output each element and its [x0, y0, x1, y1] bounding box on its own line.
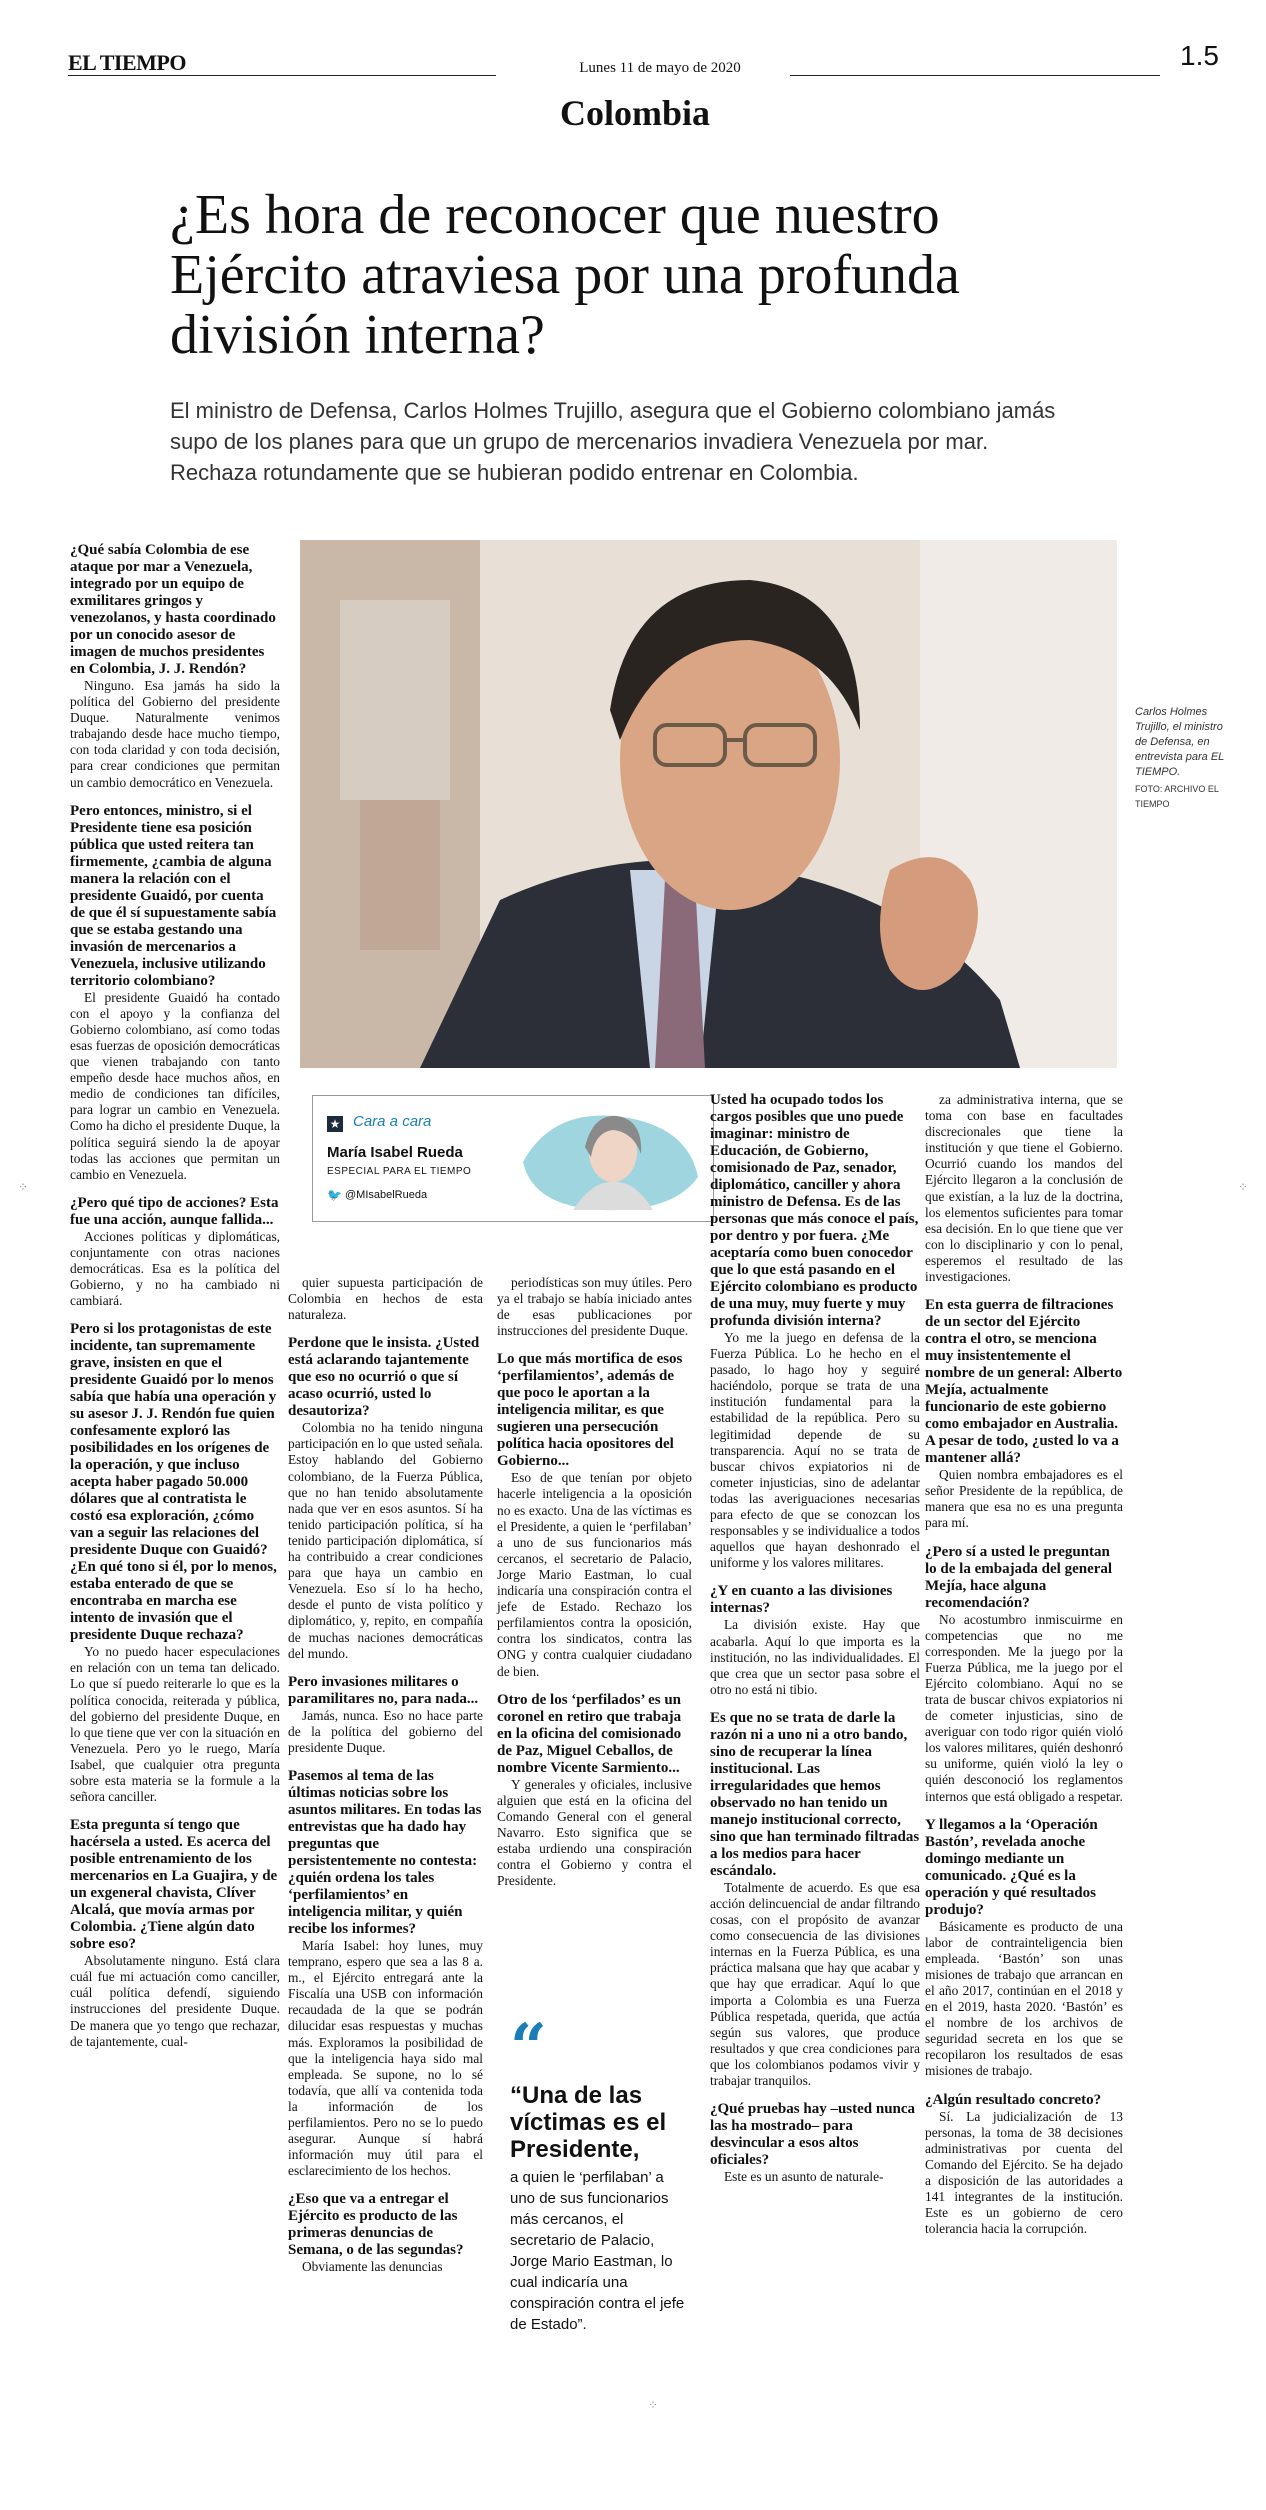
interview-answer: periodísticas son muy útiles. Pero ya el trabajo se había iniciado antes de esas publicaciones por instrucciones del presidente Duque.: [497, 1275, 692, 1339]
interview-answer: Quien nombra embajadores es el señor Presidente de la república, de manera que esa no es una pregunta para mí.: [925, 1467, 1123, 1531]
interview-question: Pasemos al tema de las últimas noticias sobre los asuntos militares. En todas las entrevistas que ha dado hay preguntas que persistentemente no contesta: ¿quién ordena los tales ‘perfilamientos’ en inteligencia militar, y quién recibe los informes?: [288, 1767, 482, 1937]
interview-question: ¿Algún resultado concreto?: [925, 2091, 1102, 2108]
interview-answer: El presidente Guaidó ha contado con el apoyo y la confianza del Gobierno colombiano, así como todas esas fuerzas de oposición democráticas que vienen trabajando con tanto empeño desde hace muchos años, en medio de condiciones tan difíciles, para lograr un cambio en Venezuela. Como ha dicho el presidente Duque, la política seguirá siendo la de apoyar todas las acciones que permitan un cambio en Venezuela.: [70, 989, 280, 1182]
interview-answer: Básicamente es producto de una labor de contrainteligencia bien empleada. ‘Bastón’ son unas misiones de trabajo que arrancan en el año 2017, continúan en el 2018 y en el 2019, hasta 2020. ‘Bastón’ es el nombre de los archivos de seguridad secreta en los que se recopilaron los resultados de esas misiones de trabajo.: [925, 1918, 1123, 2079]
interview-answer: No acostumbro inmiscuirme en competencias que no me corresponden. Me la juego por la Fuerza Pública, me la juego por el Ejército colombiano. Aquí no se trata de buscar chivos expiatorios ni de cometer injusticias, sino de averiguar con todo rigor quién violó los valores militares, quién deshonró su uniforme, quién violó la ley o quién desconoció los reglamentos internos que está obligado a respetar.: [925, 1611, 1123, 1804]
interview-answer: za administrativa interna, que se toma con base en facultades discrecionales que tiene la institución y que tiene el Gobierno. Ocurrió cuando los mandos del Ejército llegaron a la conclusión de que existían, a la luz de la doctrina, los elementos suficientes para tomar esa decisión. En lo que tiene que ver con lo disciplinario y con lo penal, esperemos el resultado de las investigaciones.: [925, 1092, 1123, 1285]
photo-credit: FOTO: ARCHIVO EL TIEMPO: [1135, 784, 1219, 809]
author-role: ESPECIAL PARA EL TIEMPO: [327, 1166, 472, 1177]
interview-question: Lo que más mortifica de esos ‘perfilamientos’, además de que poco le aportan a la inteligencia militar, es que sugieren una persecución política hacia opositores del Gobierno...: [497, 1351, 683, 1470]
interview-question: Es que no se trata de darle la razón ni a uno ni a otro bando, sino de recuperar la línea institucional. Las irregularidades que hemos observado no han tenido un manejo institucional correcto, sino que han terminado filtradas a los medios para hacer escándalo.: [710, 1709, 920, 1879]
author-name: María Isabel Rueda: [327, 1144, 463, 1161]
minister-portrait-illustration: [300, 540, 1117, 1068]
interview-answer: María Isabel: hoy lunes, muy temprano, espero que sea a las 8 a. m., el Ejército entregará ante la Fiscalía una USB con información recaudada de la que se podrán dilucidar esas respuestas y muchas más. Exploramos la posibilidad de que la inteligencia haya sido mal empleada. Se supone, no lo sé todavía, que allí va contenida toda la información de los perfilamientos. Pero no se lo puedo asegurar. Aunque sí habrá información muy útil para el esclarecimiento de los hechos.: [288, 1937, 483, 2179]
photo-caption: [1135, 705, 1235, 812]
caption-text: Carlos Holmes Trujillo, el ministro de Defensa, en entrevista para EL TIEMPO.: [1135, 706, 1225, 778]
pullquote-lead: “Una de las víctimas es el Presidente,: [510, 2082, 667, 2163]
header-rule-right: [790, 75, 1160, 76]
interview-answer: Ninguno. Esa jamás ha sido la política del Gobierno del presidente Duque. Naturalmente venimos trabajando desde hace mucho tiempo, con toda claridad y con toda decisión, para crear condiciones que permitan un cambio democrático en Venezuela.: [70, 678, 280, 790]
deck: El ministro de Defensa, Carlos Holmes Trujillo, asegura que el Gobierno colombiano jamás supo de los planes para que un grupo de mercenarios invadiera Venezuela por mar. Rechaza rotundamente que se hubieran podido entrenar en Colombia.: [170, 398, 1056, 485]
interview-question: En esta guerra de filtraciones de un sector del Ejército contra el otro, se menciona muy insistentemente el nombre de un general: Alberto Mejía, actualmente funcionario de este gobierno como embajador en Australia. A pesar de todo, ¿usted lo va a mantener allá?: [925, 1297, 1123, 1467]
star-icon: ★: [327, 1116, 343, 1132]
interview-answer: Sí. La judicialización de 13 personas, la toma de 38 decisiones administrativas por cuenta del Comando del Ejército. Se ha dejado a disposición de las autoridades a 141 integrantes de la institución. Este es un gobierno de cero tolerancia hacia la corrupción.: [925, 2108, 1123, 2237]
column-1: [70, 542, 280, 2050]
interview-answer: quier supuesta participación de Colombia en hechos de esta naturaleza.: [288, 1275, 483, 1323]
column-2: [288, 1275, 483, 2275]
interview-question: Pero si los protagonistas de este incidente, tan supremamente grave, insisten en que el presidente Guaidó por lo menos sabía que había una operación y su asesor J. J. Rendón fue quien confesamente exploró las posibilidades en los orígenes de la operación, y que incluso acepta haber pagado 50.000 dólares que al contratista le costó esa exploración, ¿cómo van a seguir las relaciones del presidente Duque con Guaidó? ¿En qué tono si él, por lo menos, estaba enterado de que se encontraba en marcha ese intento de invasión que el presidente Duque rechaza?: [70, 1321, 277, 1644]
header-rule-left: [68, 75, 496, 76]
twitter-icon: 🐦: [327, 1188, 342, 1202]
interview-question: ¿Pero qué tipo de acciones? Esta fue una acción, aunque fallida...: [70, 1194, 279, 1228]
interview-question: Perdone que le insista. ¿Usted está aclarando tajantemente que eso no ocurrió o que sí acaso ocurrió, usted lo desautoriza?: [288, 1335, 480, 1420]
interview-question: ¿Qué sabía Colombia de ese ataque por mar a Venezuela, integrado por un equipo de exmilitares gringos y venezolanos, y hasta coordinado por un conocido asesor de imagen de muchos presidentes en Colombia, J. J. Rendón?: [70, 542, 276, 677]
interview-question: ¿Pero sí a usted le preguntan lo de la embajada del general Mejía, hace alguna recomendación?: [925, 1543, 1113, 1611]
interview-answer: Acciones políticas y diplomáticas, conjuntamente con otras naciones democráticas. Esa es la política del Gobierno, y no ha cambiado ni cambiará.: [70, 1228, 280, 1309]
interview-answer: Y generales y oficiales, inclusive alguien que está en la oficina del Comando General con el general Navarro. Esto significa que se estaba urdiendo una conspiración contra el Gobierno y contra el Presidente.: [497, 1776, 692, 1889]
interview-question: Pero entonces, ministro, si el Presidente tiene esa posición pública que usted reitera tan firmemente, ¿cambia de alguna manera la relación con el presidente Guaidó, por cuenta de que él sí supuestamente sabía que se estaba gestando una invasión de mercenarios a Venezuela, inclusive utilizando territorio colombiano?: [70, 802, 277, 989]
column-3: [497, 1275, 692, 1889]
interview-answer: Obviamente las denuncias: [302, 2259, 443, 2275]
interview-question: Otro de los ‘perfilados’ es un coronel en retiro que trabaja en la oficina del comisionado de Paz, Miguel Ceballos, de nombre Vicente Sarmiento...: [497, 1691, 682, 1776]
card-kicker: Cara a cara: [353, 1113, 432, 1130]
interview-answer: Absolutamente ninguno. Está clara cuál fue mi actuación como canciller, cuál política defendí, siguiendo instrucciones del presidente Duque. De manera que yo tengo que rechazar, de tajantemente, cual-: [70, 1953, 280, 2049]
page-number: 1.5: [1180, 40, 1219, 71]
column-4: [710, 1092, 920, 2185]
minister-photo: [300, 540, 1117, 1068]
interview-answer: Totalmente de acuerdo. Es que esa acción delincuencial de andar filtrando cosas, con el propósito de avanzar como consecuencia de las divisiones internas en la Fuerza Pública, es una práctica malsana que hay que acabar y que hay que erradicar. Aquí lo que importa a Colombia es una Fuerza Pública respetada, querida, que actúa según sus valores, que produce resultados y que crea condiciones para que los colombianos podamos vivir y trabajar tranquilos.: [710, 1879, 920, 2088]
author-avatar: [513, 1102, 703, 1214]
interview-answer: Este es un asunto de naturale-: [724, 2169, 884, 2185]
interview-question: Esta pregunta sí tengo que hacérsela a usted. Es acerca del posible entrenamiento de los mercenarios en La Guajira, y de un exgeneral chavista, Clíver Alcalá, que movía armas por Colombia. ¿Tiene algún dato sobre eso?: [70, 1817, 278, 1953]
interview-answer: Colombia no ha tenido ninguna participación en lo que usted señala. Estoy hablando del Gobierno colombiano, de la Fuerza Pública, que no han tenido absolutamente nada que ver en esos asuntos. Sí ha tenido participación política, sí ha tenido participación diplomática, sí ha contribuido a crear condiciones para que haya un cambio en Venezuela. Eso sí lo ha hecho, desde el punto de vista político y diplomático, y, repito, en compañía de muchas naciones democráticas del mundo.: [288, 1420, 483, 1661]
pullquote-body: a quien le ‘perfilaban’ a uno de sus funcionarios más cercanos, el secretario de Palacio, Jorge Mario Eastman, lo cual indicaría una conspiración contra el jefe de Estado”.: [510, 2169, 685, 2333]
interview-question: Y llegamos a la ‘Operación Bastón’, revelada anoche domingo mediante un comunicado. ¿Qué es la operación y qué resultados produjo?: [925, 1816, 1098, 1918]
crop-marker-left: ⁘: [18, 1180, 29, 1194]
interview-answer: Yo no puedo hacer especulaciones en relación con un tema tan delicado. Lo que sí puedo reiterarle lo que es la política conocida, reiterada y pública, del gobierno del presidente Duque, en lo que tiene que ver con la situación en Venezuela. Pero yo le ruego, María Isabel, que cualquier otra pregunta sobre esta materia se la formule a la señora canciller.: [70, 1644, 280, 1805]
section-title: Colombia: [559, 93, 710, 133]
brand-logo: EL TIEMPO: [68, 50, 186, 75]
column-5: [925, 1092, 1123, 2237]
interview-question: ¿Y en cuanto a las divisiones internas?: [710, 1583, 893, 1617]
headline: ¿Es hora de reconocer que nuestro Ejército atraviesa por una profunda división interna?: [170, 184, 960, 366]
interview-answer: La división existe. Hay que acabarla. Aquí lo que importa es la institución, no las individualidades. El que crea que un sector pasa sobre el otro no está ni tibio.: [710, 1617, 920, 1697]
pullquote: [510, 2010, 690, 2335]
crop-marker-right: ⁘: [1238, 1180, 1249, 1194]
interview-answer: Eso de que tenían por objeto hacerle inteligencia a la oposición no es exacto. Una de las víctimas es el Presidente, a quien le ‘perfilaban’ a uno de sus funcionarios más cercanos, el secretario de Palacio, Jorge Mario Eastman, lo cual indicaría una conspiración contra el jefe de Estado. Rechazo los perfilamientos contra la oposición, contra los sindicatos, contra las ONG y contra cualquier ciudadano de bien.: [497, 1470, 692, 1679]
author-card: [312, 1095, 714, 1222]
author-handle: @MIsabelRueda: [345, 1189, 428, 1201]
interview-question: Usted ha ocupado todos los cargos posibles que uno puede imaginar: ministro de Educación, de Gobierno, comisionado de Paz, senador, diplomático, canciller y ahora ministro de Defensa. Es de las personas que más conoce el país, por dentro y por fuera. ¿Me aceptaría como buen conocedor que lo que está pasando en el Ejército colombiano es producto de una muy, muy fuerte y muy profunda división interna?: [710, 1092, 919, 1329]
interview-question: ¿Eso que va a entregar el Ejército es producto de las primeras denuncias de Semana, o de las segundas?: [288, 2191, 464, 2259]
interview-answer: Jamás, nunca. Eso no hace parte de la política del gobierno del presidente Duque.: [288, 1707, 483, 1755]
interview-question: Pero invasiones militares o paramilitares no, para nada...: [288, 1673, 479, 1707]
issue-date: Lunes 11 de mayo de 2020: [579, 60, 741, 76]
interview-answer: Yo me la juego en defensa de la Fuerza Pública. Lo he hecho en el pasado, lo hago hoy y seguiré haciéndolo, porque se trata de una institución fundamental para la estabilidad de la república. Pero su legitimidad depende de su transparencia. Aquí no se trata de buscar chivos expiatorios ni de cometer injusticias, sino de adelantar todas las averiguaciones necesarias para efecto de que se conozcan los responsables y se individualice a todos aquellos que hayan deshonrado el uniforme y los valores militares.: [710, 1330, 920, 1571]
interview-question: ¿Qué pruebas hay –usted nunca las ha mostrado– para desvincular a esos altos oficiales?: [710, 2101, 916, 2169]
quote-mark-icon: “: [510, 2010, 547, 2085]
crop-marker-bottom: ⁘: [648, 2398, 659, 2412]
